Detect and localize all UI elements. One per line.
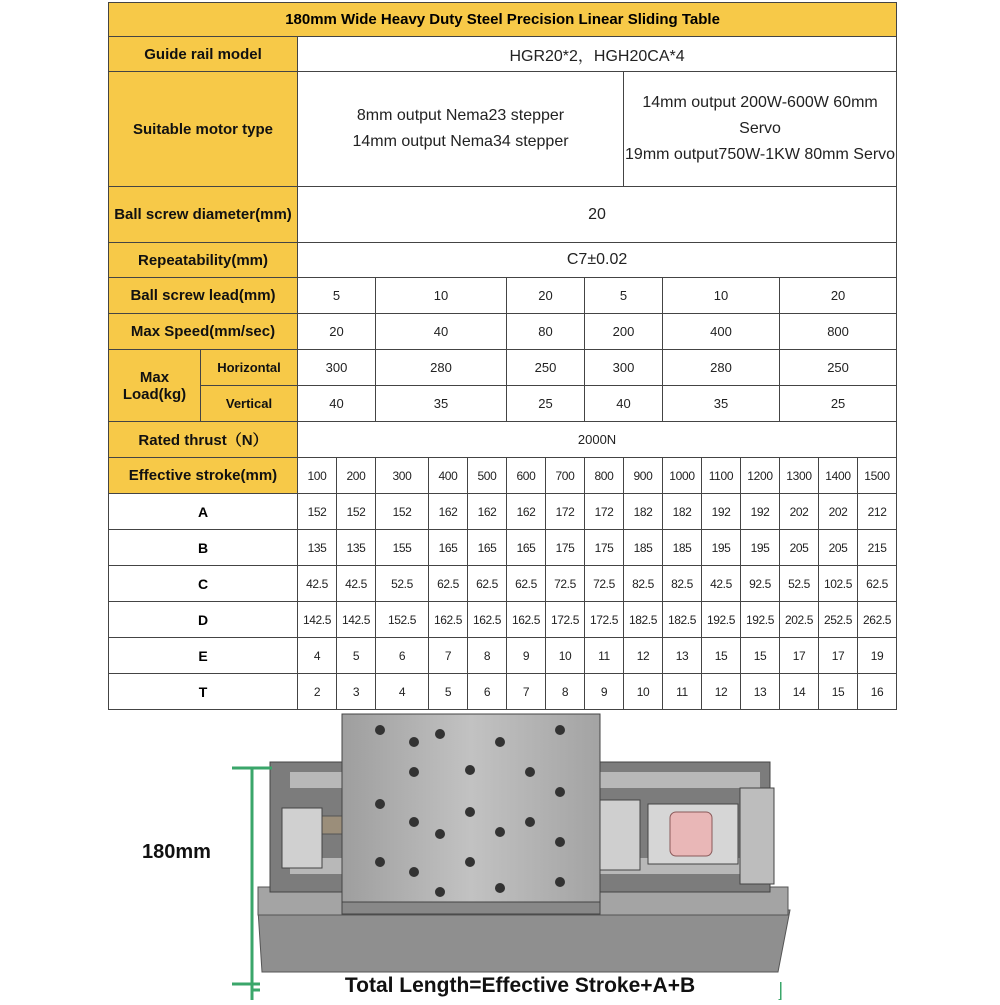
dimension-label: E xyxy=(109,638,298,674)
dimension-row xyxy=(109,494,897,530)
motor-type-row xyxy=(109,72,897,187)
load-h-cell: 280 xyxy=(376,350,507,386)
stroke-cell: 500 xyxy=(468,458,507,494)
dimension-cell: 42.5 xyxy=(298,566,337,602)
repeatability-row xyxy=(109,243,897,278)
dimension-label: B xyxy=(109,530,298,566)
dimension-cell: 215 xyxy=(858,530,897,566)
dimension-cell: 9 xyxy=(585,674,624,710)
mounting-hole xyxy=(555,837,565,847)
dimension-cell: 195 xyxy=(702,530,741,566)
dimension-cell: 182.5 xyxy=(624,602,663,638)
dimension-cell: 52.5 xyxy=(376,566,429,602)
dimension-cell: 165 xyxy=(429,530,468,566)
dimension-label: C xyxy=(109,566,298,602)
dimension-cell: 195 xyxy=(741,530,780,566)
mounting-hole xyxy=(375,799,385,809)
dimension-cell: 6 xyxy=(468,674,507,710)
rated-thrust-label: Rated thrust（N） xyxy=(109,422,298,458)
dimension-cell: 15 xyxy=(819,674,858,710)
dimension-cell: 13 xyxy=(741,674,780,710)
dimension-cell: 202 xyxy=(819,494,858,530)
dimension-cell: 182.5 xyxy=(663,602,702,638)
mounting-hole xyxy=(495,883,505,893)
dimension-cell: 192 xyxy=(741,494,780,530)
dimension-cell: 11 xyxy=(585,638,624,674)
dimension-label: D xyxy=(109,602,298,638)
dimension-cell: 82.5 xyxy=(624,566,663,602)
stroke-cell: 900 xyxy=(624,458,663,494)
dimension-cell: 102.5 xyxy=(819,566,858,602)
dimension-cell: 17 xyxy=(780,638,819,674)
load-v-cell: 35 xyxy=(376,386,507,422)
dimension-cell: 72.5 xyxy=(546,566,585,602)
dimension-rows xyxy=(109,494,897,710)
stroke-cell: 1300 xyxy=(780,458,819,494)
speed-cell: 400 xyxy=(663,314,780,350)
speed-cell: 80 xyxy=(507,314,585,350)
stroke-cell: 300 xyxy=(376,458,429,494)
dimension-cell: 205 xyxy=(819,530,858,566)
repeatability-label: Repeatability(mm) xyxy=(109,243,298,278)
effective-stroke-row xyxy=(109,458,897,494)
max-speed-row xyxy=(109,314,897,350)
rated-thrust-row xyxy=(109,422,897,458)
motor-servo-line: Servo xyxy=(739,120,781,137)
ball-screw-diameter-value: 20 xyxy=(298,187,897,243)
dimension-cell: 10 xyxy=(624,674,663,710)
dimension-cell: 142.5 xyxy=(298,602,337,638)
lead-cell: 20 xyxy=(780,278,897,314)
mounting-hole xyxy=(375,857,385,867)
dimension-cell: 42.5 xyxy=(337,566,376,602)
mounting-hole xyxy=(435,887,445,897)
load-h-cell: 250 xyxy=(507,350,585,386)
load-horizontal-row xyxy=(109,350,897,386)
dimension-cell: 162.5 xyxy=(507,602,546,638)
dimension-cell: 162 xyxy=(429,494,468,530)
motor-stepper-line: 14mm output Nema34 stepper xyxy=(352,133,569,150)
dimension-cell: 9 xyxy=(507,638,546,674)
mounting-hole xyxy=(495,737,505,747)
dimension-cell: 202 xyxy=(780,494,819,530)
mounting-hole xyxy=(409,817,419,827)
load-v-cell: 40 xyxy=(298,386,376,422)
effective-stroke-label: Effective stroke(mm) xyxy=(109,458,298,494)
mounting-hole xyxy=(435,729,445,739)
dimension-cell: 12 xyxy=(624,638,663,674)
mounting-hole xyxy=(409,767,419,777)
dimension-cell: 7 xyxy=(429,638,468,674)
dimension-cell: 185 xyxy=(663,530,702,566)
guide-rail-row xyxy=(109,37,897,72)
dimension-cell: 15 xyxy=(741,638,780,674)
lead-cell: 5 xyxy=(298,278,376,314)
dimension-cell: 185 xyxy=(624,530,663,566)
dimension-cell: 8 xyxy=(546,674,585,710)
dimension-cell: 52.5 xyxy=(780,566,819,602)
dimension-cell: 4 xyxy=(376,674,429,710)
load-h-cell: 280 xyxy=(663,350,780,386)
dimension-cell: 155 xyxy=(376,530,429,566)
dimension-cell: 82.5 xyxy=(663,566,702,602)
dimension-cell: 262.5 xyxy=(858,602,897,638)
dimension-cell: 7 xyxy=(507,674,546,710)
dimension-cell: 135 xyxy=(337,530,376,566)
horizontal-label: Horizontal xyxy=(201,350,298,386)
dimension-cell: 10 xyxy=(546,638,585,674)
dimension-cell: 13 xyxy=(663,638,702,674)
load-h-cell: 300 xyxy=(298,350,376,386)
stroke-cell: 600 xyxy=(507,458,546,494)
load-v-cell: 25 xyxy=(507,386,585,422)
dimension-label: A xyxy=(109,494,298,530)
stroke-cell: 400 xyxy=(429,458,468,494)
ball-screw-lead-row xyxy=(109,278,897,314)
dimension-cell: 212 xyxy=(858,494,897,530)
dimension-cell: 72.5 xyxy=(585,566,624,602)
motor-stepper-line: 8mm output Nema23 stepper xyxy=(356,107,565,124)
dimension-cell: 142.5 xyxy=(337,602,376,638)
speed-cell: 200 xyxy=(585,314,663,350)
lead-cell: 10 xyxy=(376,278,507,314)
max-speed-label: Max Speed(mm/sec) xyxy=(109,314,298,350)
dimension-cell: 252.5 xyxy=(819,602,858,638)
load-h-cell: 250 xyxy=(780,350,897,386)
dimension-cell: 175 xyxy=(546,530,585,566)
motor-servo-line: 19mm output750W-1KW 80mm Servo xyxy=(625,146,896,163)
dimension-cell: 14 xyxy=(780,674,819,710)
dimension-cell: 192 xyxy=(702,494,741,530)
lead-cell: 20 xyxy=(507,278,585,314)
mounting-hole xyxy=(495,827,505,837)
dimension-cell: 165 xyxy=(507,530,546,566)
dimension-cell: 4 xyxy=(298,638,337,674)
total-length-label: Total Length=Effective Stroke+A+B xyxy=(260,973,780,999)
dimension-cell: 162.5 xyxy=(468,602,507,638)
table-title: 180mm Wide Heavy Duty Steel Precision Linear Sliding Table xyxy=(109,3,897,37)
end-block xyxy=(282,808,322,868)
guide-rail-label: Guide rail model xyxy=(109,37,298,72)
dimension-cell: 15 xyxy=(702,638,741,674)
load-v-cell: 40 xyxy=(585,386,663,422)
max-load-label: Max Load(kg) xyxy=(109,350,201,422)
dimension-cell: 162.5 xyxy=(429,602,468,638)
dimension-cell: 182 xyxy=(624,494,663,530)
dimension-cell: 62.5 xyxy=(429,566,468,602)
dimension-cell: 62.5 xyxy=(507,566,546,602)
dimension-cell: 92.5 xyxy=(741,566,780,602)
mounting-hole xyxy=(465,857,475,867)
dimension-cell: 205 xyxy=(780,530,819,566)
dimension-row xyxy=(109,566,897,602)
dimension-cell: 192.5 xyxy=(741,602,780,638)
guide-rail-value: HGR20*2，HGH20CA*4 xyxy=(298,37,897,72)
dimension-cell: 152 xyxy=(298,494,337,530)
dimension-cell: 135 xyxy=(298,530,337,566)
base-plate xyxy=(258,910,790,972)
rated-thrust-value: 2000N xyxy=(298,422,897,458)
dimension-cell: 175 xyxy=(585,530,624,566)
mounting-hole xyxy=(465,807,475,817)
mounting-hole xyxy=(409,867,419,877)
dimension-cell: 172 xyxy=(585,494,624,530)
width-label: 180mm xyxy=(142,841,211,863)
dimension-cell: 11 xyxy=(663,674,702,710)
dimension-cell: 162 xyxy=(468,494,507,530)
dimension-cell: 202.5 xyxy=(780,602,819,638)
dimension-cell: 152.5 xyxy=(376,602,429,638)
mounting-hole xyxy=(375,725,385,735)
dimension-cell: 42.5 xyxy=(702,566,741,602)
mounting-hole xyxy=(525,817,535,827)
mounting-hole xyxy=(435,829,445,839)
vertical-label: Vertical xyxy=(201,386,298,422)
motor-stepper-cell xyxy=(298,72,624,187)
dimension-cell: 152 xyxy=(376,494,429,530)
dimension-cell: 172.5 xyxy=(546,602,585,638)
dimension-cell: 19 xyxy=(858,638,897,674)
stroke-cell: 200 xyxy=(337,458,376,494)
dimension-cell: 62.5 xyxy=(858,566,897,602)
dimension-row xyxy=(109,602,897,638)
stroke-cell: 1500 xyxy=(858,458,897,494)
dimension-cell: 17 xyxy=(819,638,858,674)
dimension-row xyxy=(109,530,897,566)
ball-screw-lead-label: Ball screw lead(mm) xyxy=(109,278,298,314)
stroke-cell: 1400 xyxy=(819,458,858,494)
stroke-cell: 1000 xyxy=(663,458,702,494)
lead-cell: 5 xyxy=(585,278,663,314)
speed-cell: 40 xyxy=(376,314,507,350)
load-vertical-row xyxy=(109,386,897,422)
dimension-cell: 2 xyxy=(298,674,337,710)
dimension-cell: 8 xyxy=(468,638,507,674)
mounting-hole xyxy=(555,725,565,735)
dimension-cell: 5 xyxy=(337,638,376,674)
load-h-cell: 300 xyxy=(585,350,663,386)
dimension-cell: 152 xyxy=(337,494,376,530)
speed-cell: 20 xyxy=(298,314,376,350)
dimension-cell: 192.5 xyxy=(702,602,741,638)
mounting-hole xyxy=(525,767,535,777)
dimension-cell: 6 xyxy=(376,638,429,674)
dimension-label: T xyxy=(109,674,298,710)
title-row xyxy=(109,3,897,37)
repeatability-value: C7±0.02 xyxy=(298,243,897,278)
stroke-cell: 800 xyxy=(585,458,624,494)
mounting-hole xyxy=(555,787,565,797)
coupling xyxy=(670,812,712,856)
load-v-cell: 35 xyxy=(663,386,780,422)
dimension-cell: 12 xyxy=(702,674,741,710)
ball-screw-diameter-label: Ball screw diameter(mm) xyxy=(109,187,298,243)
dimension-cell: 5 xyxy=(429,674,468,710)
load-v-cell: 25 xyxy=(780,386,897,422)
stroke-cell: 100 xyxy=(298,458,337,494)
dimension-cell: 3 xyxy=(337,674,376,710)
stroke-cell: 700 xyxy=(546,458,585,494)
mounting-hole xyxy=(555,877,565,887)
carriage-edge xyxy=(342,902,600,914)
motor-flange xyxy=(740,788,774,884)
dimension-cell: 165 xyxy=(468,530,507,566)
dimension-cell: 182 xyxy=(663,494,702,530)
stroke-cell: 1100 xyxy=(702,458,741,494)
stroke-cell: 1200 xyxy=(741,458,780,494)
dimension-cell: 62.5 xyxy=(468,566,507,602)
ball-screw-diameter-row xyxy=(109,187,897,243)
speed-cell: 800 xyxy=(780,314,897,350)
spec-table xyxy=(108,2,897,710)
dimension-cell: 172.5 xyxy=(585,602,624,638)
motor-type-label: Suitable motor type xyxy=(109,72,298,187)
mounting-hole xyxy=(409,737,419,747)
dimension-cell: 172 xyxy=(546,494,585,530)
dimension-cell: 162 xyxy=(507,494,546,530)
motor-servo-line: 14mm output 200W-600W 60mm xyxy=(642,94,878,111)
motor-servo-cell xyxy=(624,72,897,187)
dimension-row xyxy=(109,674,897,710)
dimension-row xyxy=(109,638,897,674)
mounting-hole xyxy=(465,765,475,775)
lead-cell: 10 xyxy=(663,278,780,314)
dimension-cell: 16 xyxy=(858,674,897,710)
